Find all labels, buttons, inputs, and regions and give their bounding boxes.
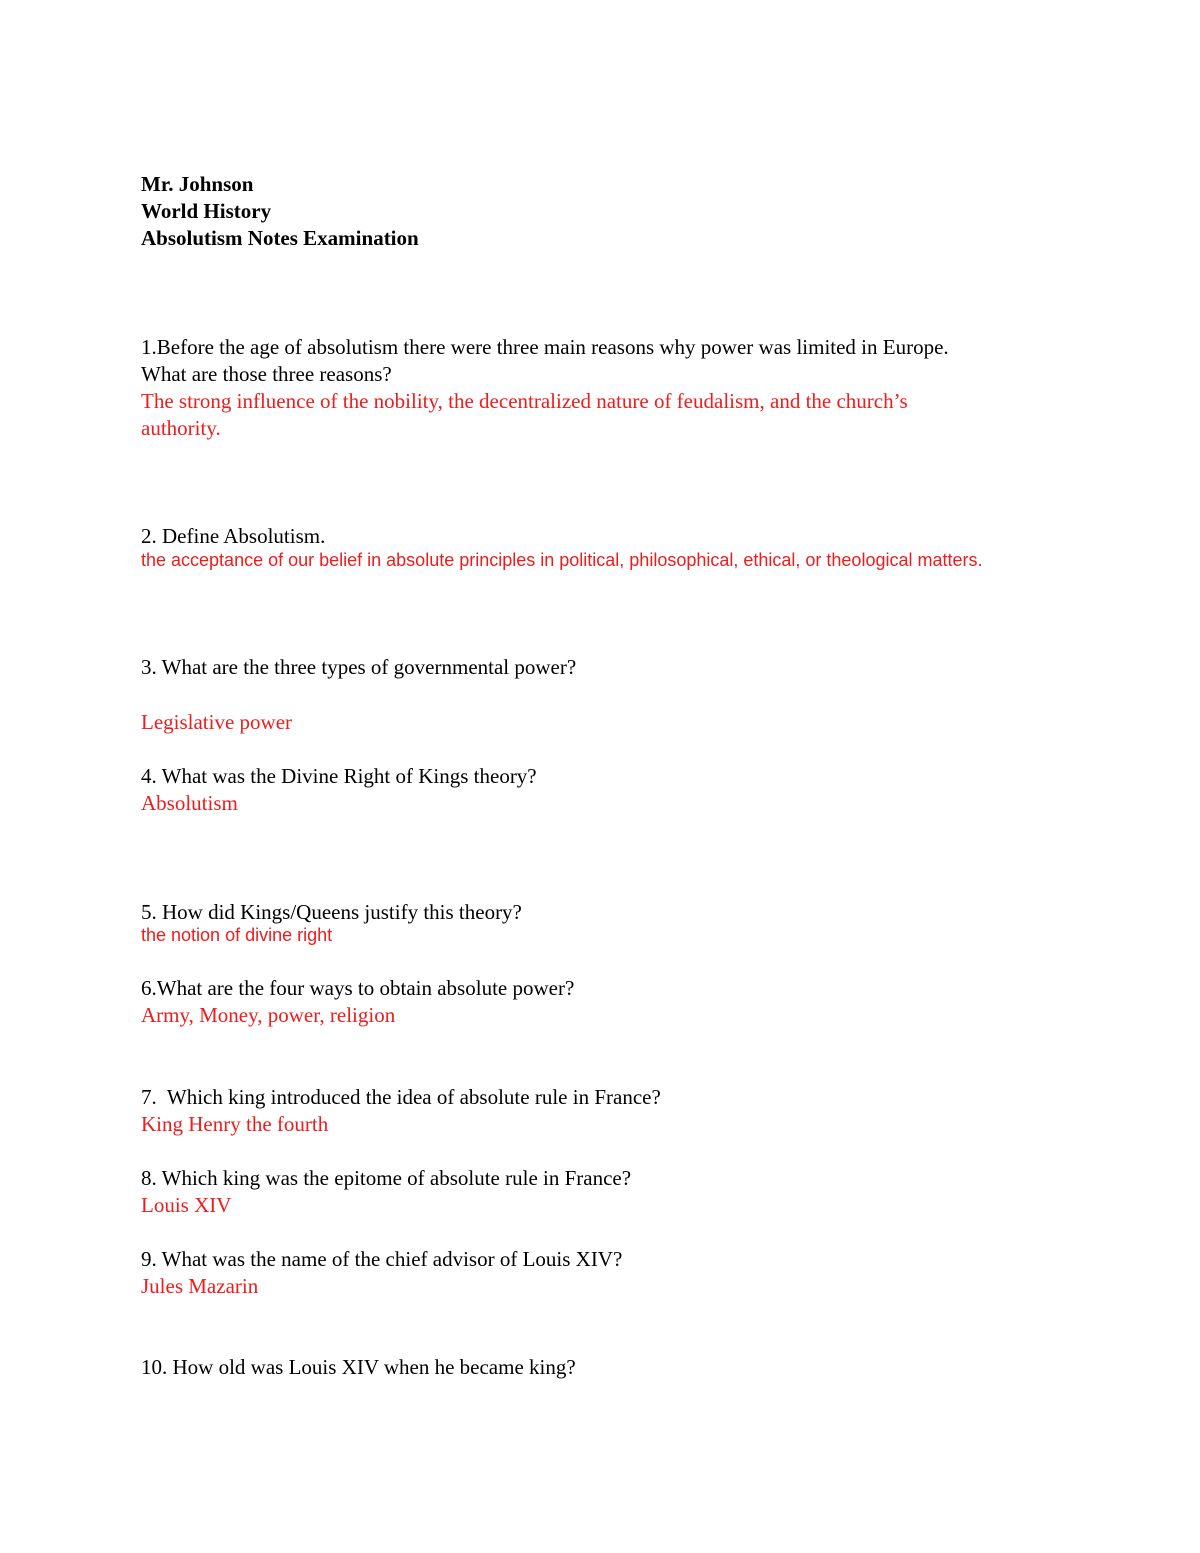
teacher-name: Mr. Johnson xyxy=(141,172,254,196)
document-title: Absolutism Notes Examination xyxy=(141,226,419,250)
question-8: 8. Which king was the epitome of absolute rule in France? xyxy=(141,1166,632,1190)
answer-1-line-2: authority. xyxy=(141,416,221,440)
question-5: 5. How did Kings/Queens justify this theory? xyxy=(141,900,522,924)
answer-1-line-1: The strong influence of the nobility, the decentralized nature of feudalism, and the church’s xyxy=(141,389,908,413)
answer-2: the acceptance of our belief in absolute principles in political, philosophical, ethical, or theological matters. xyxy=(141,550,983,570)
answer-5: the notion of divine right xyxy=(141,925,333,945)
question-1-line-2: What are those three reasons? xyxy=(141,362,392,386)
answer-4: Absolutism xyxy=(141,791,238,815)
answer-3: Legislative power xyxy=(141,710,293,734)
answer-7: King Henry the fourth xyxy=(141,1112,329,1136)
answer-9: Jules Mazarin xyxy=(141,1274,259,1298)
question-3: 3. What are the three types of governmental power? xyxy=(141,655,577,679)
course-name: World History xyxy=(141,199,272,223)
question-9: 9. What was the name of the chief advisor of Louis XIV? xyxy=(141,1247,623,1271)
question-2: 2. Define Absolutism. xyxy=(141,524,326,548)
question-1-line-1: 1.Before the age of absolutism there were three main reasons why power was limited in Europe. xyxy=(141,335,949,359)
answer-6: Army, Money, power, religion xyxy=(141,1003,396,1027)
question-4: 4. What was the Divine Right of Kings theory? xyxy=(141,764,537,788)
question-6: 6.What are the four ways to obtain absolute power? xyxy=(141,976,575,1000)
answer-8: Louis XIV xyxy=(141,1193,232,1217)
question-10: 10. How old was Louis XIV when he became king? xyxy=(141,1355,576,1379)
question-7: 7. Which king introduced the idea of absolute rule in France? xyxy=(141,1085,661,1109)
